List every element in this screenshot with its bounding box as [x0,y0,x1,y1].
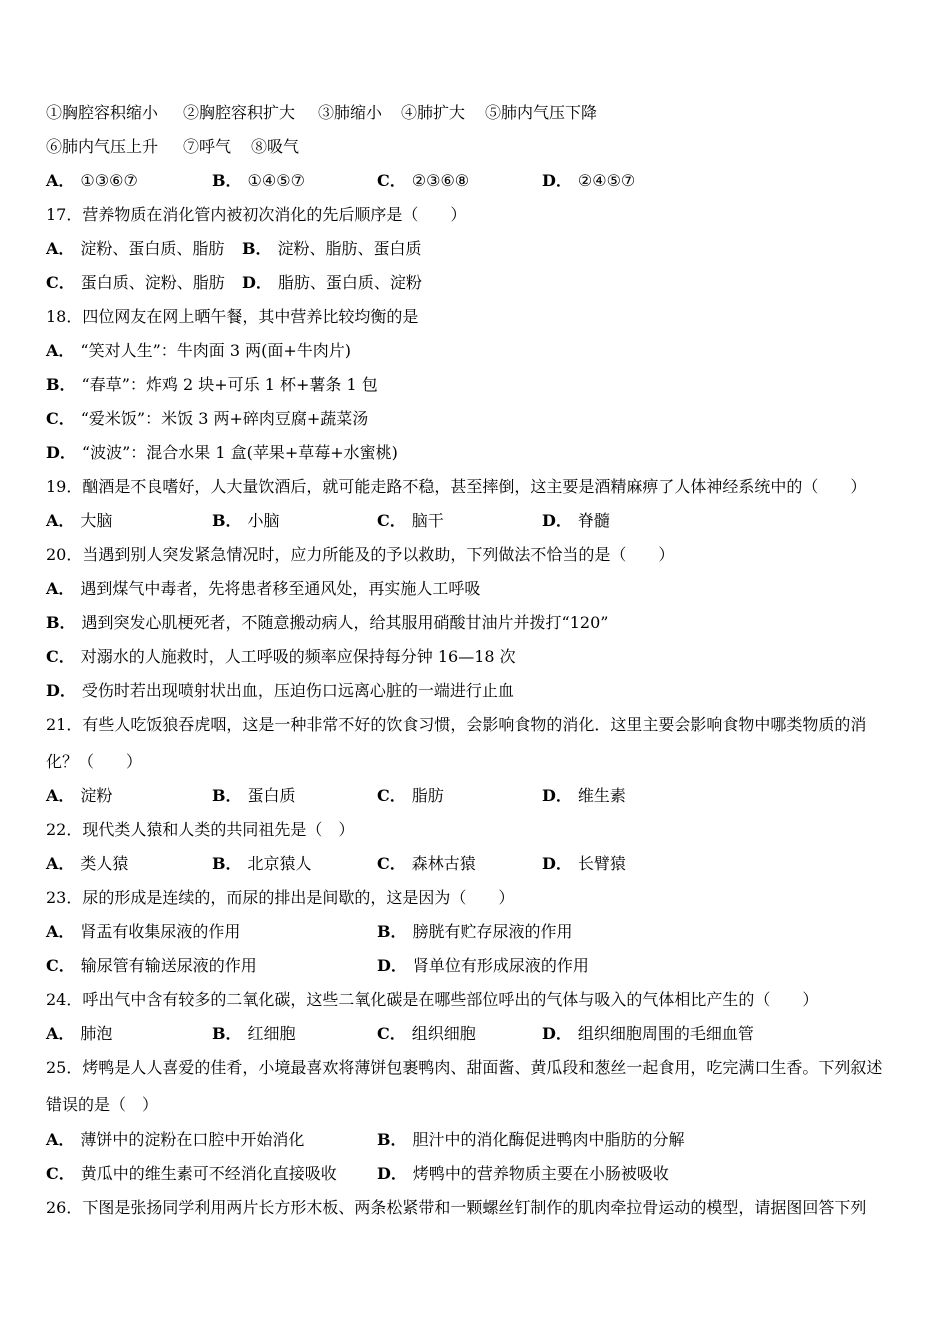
option-d[interactable] [542,1024,754,1044]
option-label: D． [542,1024,572,1043]
option-d[interactable] [542,171,635,191]
question-stem: 26．下图是张扬同学利用两片长方形木板、两条松紧带和一颗螺丝钉制作的肌肉牵拉骨运动的模型，请据图回答下列 [46,1198,867,1217]
option-label: D． [542,786,572,805]
option-label: C． [377,171,406,190]
option-a[interactable] [46,171,138,191]
intro-item: ⑧吸气 [251,137,300,156]
intro-item: ②胸腔容积扩大 [183,103,296,122]
option-label: B． [242,239,272,258]
option-text: 烤鸭中的营养物质主要在小肠被吸收 [412,1164,669,1183]
option-label: A． [46,341,75,360]
option-d[interactable] [46,443,398,463]
option-text: 对溺水的人施救时，人工呼吸的频率应保持每分钟 16—18 次 [80,647,516,666]
option-d[interactable] [242,273,422,293]
option-text: 肾单位有形成尿液的作用 [412,956,589,975]
option-text: 受伤时若出现喷射状出血，压迫伤口远离心脏的一端进行止血 [81,681,514,700]
option-label: B． [212,171,242,190]
option-text: 薄饼中的淀粉在口腔中开始消化 [80,1130,305,1149]
option-label: D． [377,956,407,975]
option-a[interactable] [46,786,112,806]
option-c[interactable] [46,409,368,429]
option-text: 组织细胞 [411,1024,476,1043]
option-label: B． [212,511,242,530]
option-text: 脑干 [411,511,444,530]
option-text: 脂肪 [411,786,444,805]
option-text: 北京猿人 [247,854,312,873]
option-label: A． [46,239,75,258]
option-text: “爱米饭”：米饭 3 两+碎肉豆腐+蔬菜汤 [80,409,369,428]
option-text: 淀粉 [80,786,113,805]
option-a[interactable] [46,579,480,599]
option-text: 遇到突发心肌梗死者，不随意搬动病人，给其服用硝酸甘油片并拨打“120” [81,613,609,632]
option-b[interactable] [212,1024,296,1044]
option-label: B． [377,922,407,941]
option-label: A． [46,511,75,530]
option-label: A． [46,171,75,190]
option-label: D． [542,171,572,190]
option-c[interactable] [46,1164,337,1184]
option-c[interactable] [377,511,444,531]
option-b[interactable] [377,1130,685,1150]
option-text: 长臂猿 [577,854,626,873]
option-label: B． [46,375,76,394]
option-label: D． [46,681,76,700]
option-label: C． [377,511,406,530]
option-label: C． [46,956,75,975]
option-text: “波波”：混合水果 1 盒(苹果+草莓+水蜜桃) [81,443,398,462]
option-d[interactable] [542,786,626,806]
option-a[interactable] [46,239,224,259]
question-stem: 22．现代类人猿和人类的共同祖先是（ ） [46,820,355,839]
option-label: A． [46,1130,75,1149]
intro-item: ⑥肺内气压上升 [46,137,159,156]
option-d[interactable] [377,956,589,976]
option-text: 淀粉、蛋白质、脂肪 [80,239,225,258]
question-stem-continued: 错误的是（ ） [46,1095,159,1114]
option-d[interactable] [542,854,626,874]
option-text: 蛋白质、淀粉、脂肪 [80,273,225,292]
option-text: 大脑 [80,511,113,530]
option-text: 遇到煤气中毒者，先将患者移至通风处，再实施人工呼吸 [80,579,481,598]
option-label: D． [46,443,76,462]
option-a[interactable] [46,854,128,874]
option-label: D． [542,854,572,873]
option-text: 组织细胞周围的毛细血管 [577,1024,754,1043]
option-d[interactable] [377,1164,669,1184]
option-a[interactable] [46,1024,112,1044]
option-a[interactable] [46,922,240,942]
question-stem: 20．当遇到别人突发紧急情况时，应力所能及的予以救助，下列做法不恰当的是（ ） [46,545,675,564]
option-a[interactable] [46,511,112,531]
option-text: “春草”：炸鸡 2 块+可乐 1 杯+薯条 1 包 [81,375,378,394]
question-stem: 19．酗酒是不良嗜好，人大量饮酒后，就可能走路不稳，甚至摔倒，这主要是酒精麻痹了人体神经系统中的（ ） [46,477,867,496]
option-text: 淀粉、脂肪、蛋白质 [277,239,422,258]
question-stem: 24．呼出气中含有较多的二氧化碳，这些二氧化碳是在哪些部位呼出的气体与吸入的气体相比产生的（ ） [46,990,819,1009]
option-label: B． [377,1130,407,1149]
option-text: 胆汁中的消化酶促进鸭肉中脂肪的分解 [412,1130,685,1149]
option-label: C． [377,854,406,873]
option-c[interactable] [377,854,476,874]
option-label: B． [212,854,242,873]
intro-item: ③肺缩小 [318,103,383,122]
intro-item: ⑤肺内气压下降 [485,103,598,122]
question-stem: 25．烤鸭是人人喜爱的佳肴，小境最喜欢将薄饼包裹鸭肉、甜面酱、黄瓜段和葱丝一起食用，吃完满口生香。下列叙述 [46,1058,883,1077]
option-text: 红细胞 [247,1024,296,1043]
question-stem: 23．尿的形成是连续的，而尿的排出是间歇的，这是因为（ ） [46,888,515,907]
option-label: D． [377,1164,407,1183]
option-c[interactable] [377,171,469,191]
option-label: C． [377,786,406,805]
option-b[interactable] [212,786,296,806]
option-b[interactable] [46,375,378,395]
option-text: 小脑 [247,511,280,530]
option-text: ②③⑥⑧ [411,171,470,190]
option-text: 蛋白质 [247,786,296,805]
option-text: “笑对人生”：牛肉面 3 两(面+牛肉片) [80,341,352,360]
option-b[interactable] [46,613,608,633]
option-label: B． [212,1024,242,1043]
option-text: ①④⑤⑦ [247,171,305,190]
option-label: A． [46,786,75,805]
intro-item: ⑦呼气 [183,137,232,156]
option-c[interactable] [377,786,444,806]
option-label: A． [46,1024,75,1043]
option-b[interactable] [377,922,573,942]
option-d[interactable] [46,681,514,701]
option-label: C． [46,409,75,428]
option-c[interactable] [46,956,257,976]
option-label: C． [377,1024,406,1043]
option-b[interactable] [242,239,422,259]
option-b[interactable] [212,171,305,191]
question-stem: 18．四位网友在网上晒午餐，其中营养比较均衡的是 [46,307,419,326]
option-label: D． [242,273,272,292]
option-b[interactable] [212,511,280,531]
option-text: 肺泡 [80,1024,113,1043]
option-text: ②④⑤⑦ [577,171,636,190]
option-text: 类人猿 [80,854,129,873]
option-text: 脂肪、蛋白质、淀粉 [277,273,422,292]
option-label: D． [542,511,572,530]
question-stem-continued: 化？（ ） [46,752,143,771]
option-a[interactable] [46,1130,304,1150]
option-text: 输尿管有输送尿液的作用 [80,956,257,975]
option-c[interactable] [46,273,225,293]
option-b[interactable] [212,854,312,874]
option-text: ①③⑥⑦ [80,171,138,190]
option-text: 膀胱有贮存尿液的作用 [412,922,573,941]
option-label: A． [46,922,75,941]
option-d[interactable] [542,511,610,531]
option-text: 森林古猿 [411,854,476,873]
option-c[interactable] [377,1024,476,1044]
option-text: 黄瓜中的维生素可不经消化直接吸收 [80,1164,337,1183]
option-label: A． [46,854,75,873]
option-label: C． [46,647,75,666]
option-label: B． [46,613,76,632]
option-text: 肾盂有收集尿液的作用 [80,922,241,941]
option-text: 维生素 [577,786,626,805]
question-stem: 17．营养物质在消化管内被初次消化的先后顺序是（ ） [46,205,467,224]
intro-item: ①胸腔容积缩小 [46,103,159,122]
option-a[interactable] [46,341,351,361]
option-label: C． [46,273,75,292]
option-label: A． [46,579,75,598]
option-text: 脊髓 [577,511,610,530]
option-label: C． [46,1164,75,1183]
question-stem: 21．有些人吃饭狼吞虎咽，这是一种非常不好的饮食习惯，会影响食物的消化．这里主要会影响食物中哪类物质的消 [46,715,867,734]
option-label: B． [212,786,242,805]
intro-item: ④肺扩大 [401,103,466,122]
option-c[interactable] [46,647,516,667]
